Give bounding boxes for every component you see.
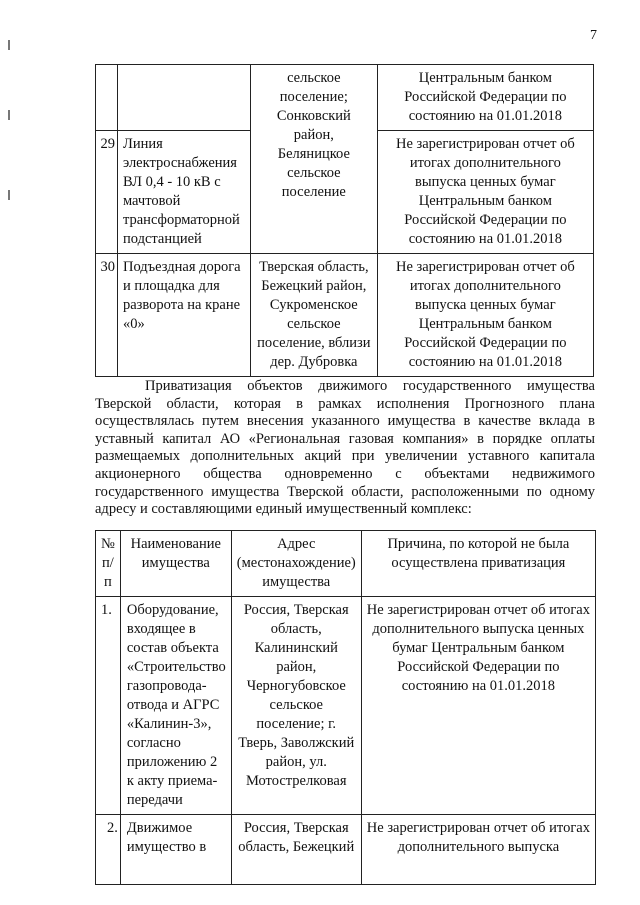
privatization-reason: Не зарегистрирован отчет об итогах дополнительного выпуска ценных бумаг Центральным банком Российской Федерации по состоянию на 01.01.2018 [377, 254, 593, 377]
privatization-reason: Центральным банком Российской Федерации по состоянию на 01.01.2018 [377, 65, 593, 131]
property-address: Россия, Тверская область, Бежецкий [231, 815, 361, 885]
property-name: Линия электроснабжения ВЛ 0,4 - 10 кВ с мачтовой трансформаторной подстанцией [117, 131, 250, 254]
property-name [117, 65, 250, 131]
table-header-row [96, 531, 596, 597]
property-address: Тверская область, Бежецкий район, Сукроменское сельское поселение, вблизи дер. Дубровка [250, 254, 377, 377]
row-number [96, 65, 118, 131]
property-address: Россия, Тверская область, Калининский район, Черногубовское сельское поселение; г. Тверь, Заволжский район, ул. Мотострелковая [231, 597, 361, 815]
privatization-reason: Не зарегистрирован отчет об итогах дополнительного выпуска [361, 815, 595, 885]
row-number: 30 [96, 254, 118, 377]
property-name: Подъездная дорога и площадка для разворота на кране «0» [117, 254, 250, 377]
header-address: Адрес (местонахождение) имущества [231, 531, 361, 597]
property-name: Оборудование, входящее в состав объекта «Строительство газопровода-отвода и АГРС «Калинин-3», согласно приложению 2 к акту приема-передачи [120, 597, 231, 815]
header-number: № п/п [96, 531, 121, 597]
table-row [96, 815, 596, 885]
privatization-reason: Не зарегистрирован отчет об итогах дополнительного выпуска ценных бумаг Центральным банком Российской Федерации по состоянию на 01.01.2018 [361, 597, 595, 815]
privatization-reason: Не зарегистрирован отчет об итогах дополнительного выпуска ценных бумаг Центральным банком Российской Федерации по состоянию на 01.01.2018 [377, 131, 593, 254]
page-number: 7 [590, 28, 597, 43]
row-number: 1. [96, 597, 121, 815]
property-table-continued [95, 64, 594, 377]
row-number: 2. [96, 815, 121, 885]
property-name: Движимое имущество в [120, 815, 231, 885]
table-row [96, 254, 594, 377]
table-row [96, 65, 594, 131]
header-name: Наименование имущества [120, 531, 231, 597]
property-address: сельское поселение; Сонковский район, Беляницкое сельское поселение [250, 65, 377, 254]
body-paragraph: Приватизация объектов движимого государственного имущества Тверской области, которая в рамках исполнения Прогнозного плана осуществлялась путем внесения указанного имущества в качестве вклада в уставный капитал АО «Региональная газовая компания» в порядке оплаты размещаемых дополнительных акций при увеличении уставного капитала акционерного общества одновременно с объектами недвижимого государственного имущества Тверской области, расположенными по одному адресу и составляющими единый имущественный комплекс: [95, 378, 595, 518]
table-row [96, 597, 596, 815]
header-reason: Причина, по которой не была осуществлена приватизация [361, 531, 595, 597]
row-number: 29 [96, 131, 118, 254]
movable-property-table [95, 530, 596, 885]
margin-binding-marks [8, 0, 12, 905]
